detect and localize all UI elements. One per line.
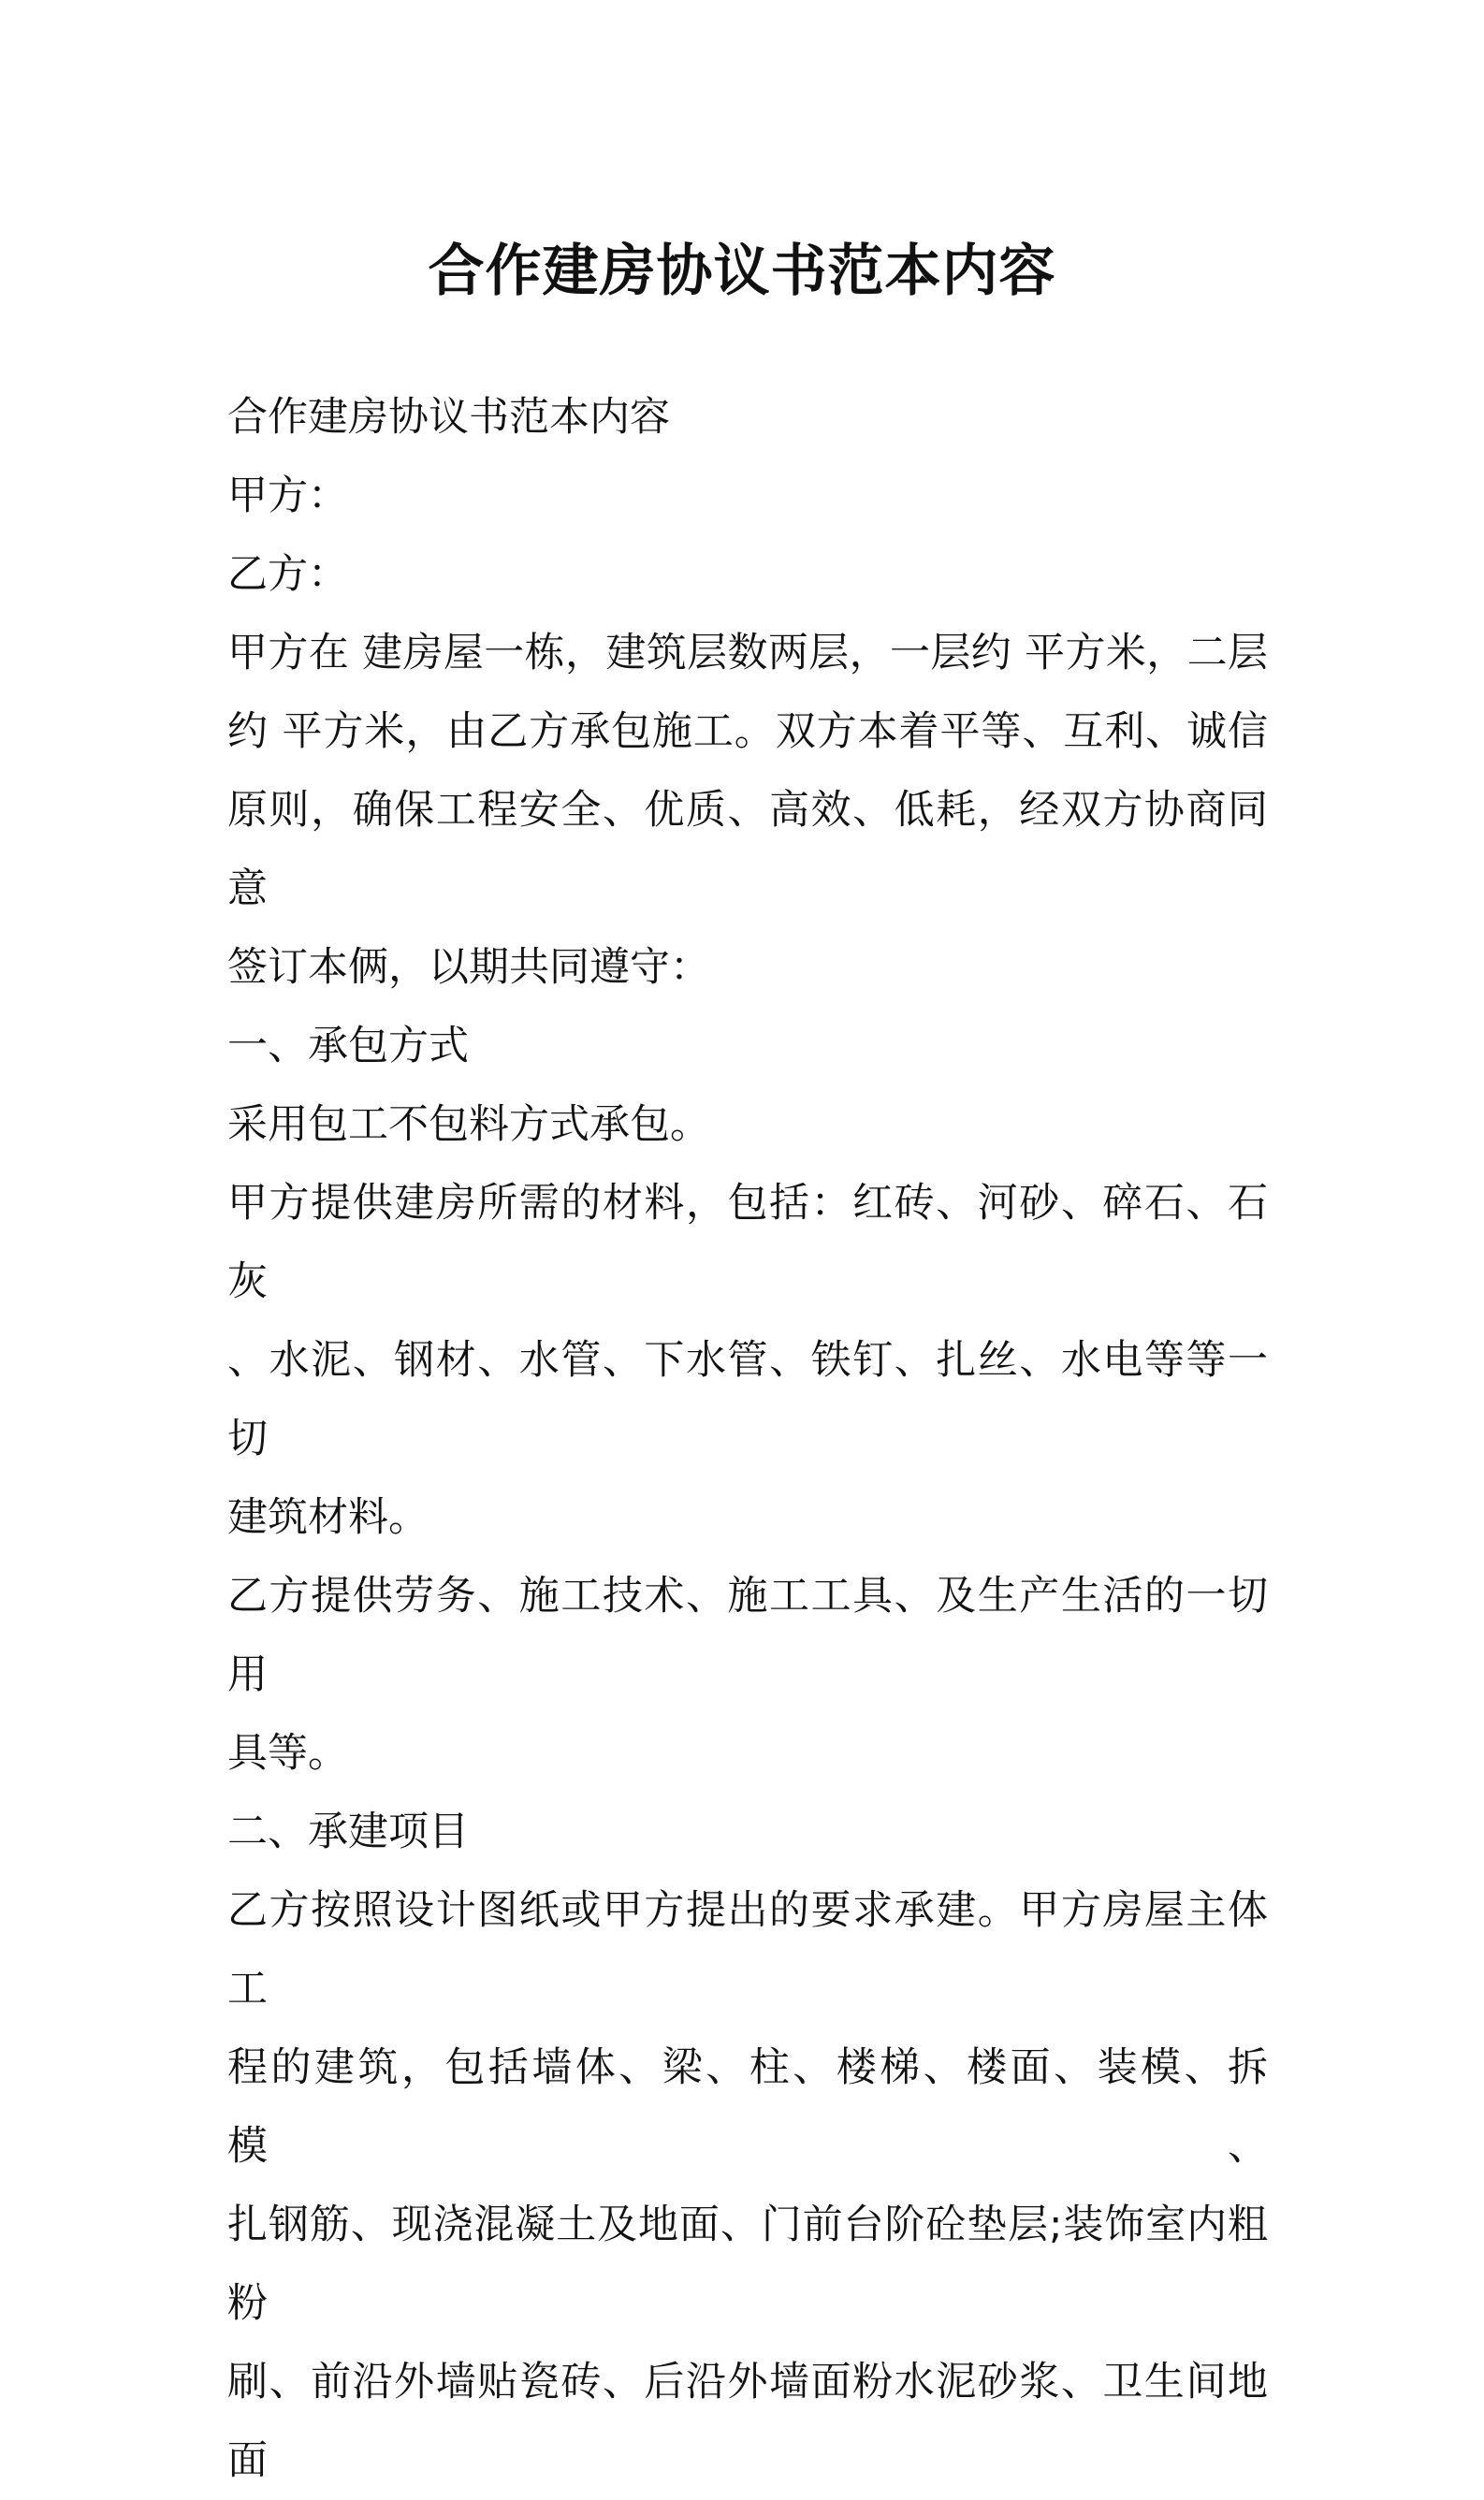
section-1-line-2: 甲方提供建房所需的材料，包括：红砖、河砂、碎石、石灰 <box>227 1180 1268 1305</box>
party-b-line: 乙方： <box>227 551 348 598</box>
section-1-line-3: 、水泥、钢材、水管、下水管、铁钉、扎丝、水电等等一切 <box>227 1337 1268 1462</box>
section-1-line-1: 采用包工不包料方式承包。 <box>227 1101 710 1148</box>
section-2-line-3: 扎钢筋、现浇混凝土及地面、门前台阶砼垫层;装饰室内粗粉 <box>227 2202 1268 2327</box>
intro-line-2: 约 平方米，由乙方承包施工。双方本着平等、互利、诚信 <box>227 708 1268 755</box>
section-2-heading: 二、承建项目 <box>227 1809 469 1855</box>
section-2-line-2: 程的建筑，包括墙体、梁、柱、楼梯、楼面、装模、拆模、 <box>227 2044 1268 2170</box>
section-1-line-6: 具等。 <box>227 1730 348 1777</box>
section-1-line-5: 乙方提供劳务、施工技术、施工工具、及生产生活的一切用 <box>227 1573 1268 1698</box>
intro-line-3: 原则，确保工程安全、优质、高效、低耗，经双方协商同意 <box>227 787 1268 912</box>
intro-line-4: 签订本俩，以期共同遵守： <box>227 944 710 991</box>
party-a-line: 甲方： <box>227 472 348 519</box>
section-1-heading: 一、承包方式 <box>227 1023 469 1069</box>
intro-line-1: 甲方在 建房屋一栋，建筑层数两层，一层约 平方米，二层 <box>227 630 1268 676</box>
document-title: 合作建房协议书范本内容 <box>428 239 1056 304</box>
section-1-line-4: 建筑材料。 <box>227 1494 429 1541</box>
doc-line-heading: 合作建房协议书范本内容 <box>227 394 670 441</box>
section-2-line-1: 乙方按照设计图纸或甲方提出的要求承建。甲方房屋主体工 <box>227 1887 1268 2013</box>
section-2-line-4: 刷、前沿外墙贴瓷砖、后沿外墙面粉水泥砂浆、卫生间地面 <box>227 2359 1268 2484</box>
document-body <box>227 378 1268 2500</box>
